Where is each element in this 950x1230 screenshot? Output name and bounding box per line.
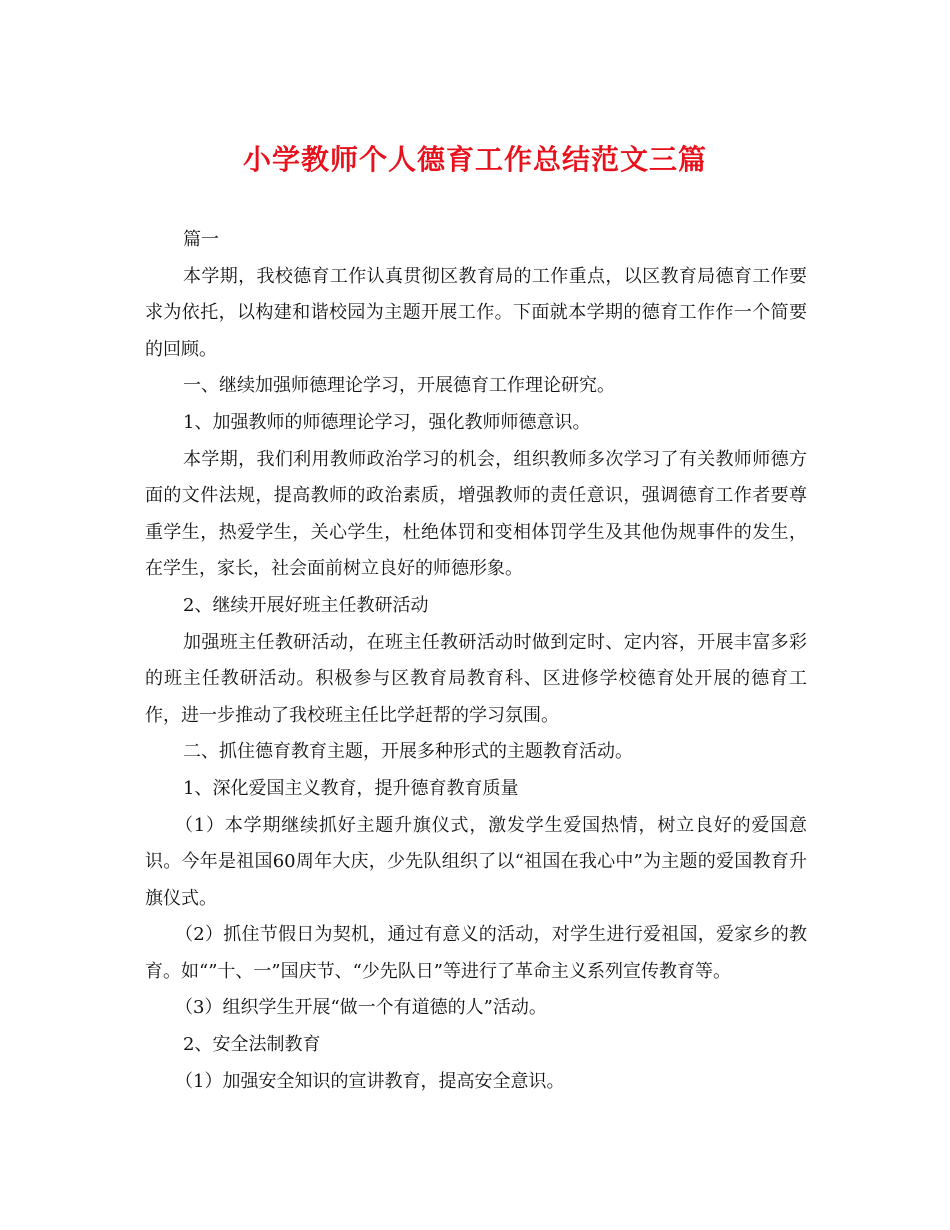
subheading-2-1: 1、深化爱国主义教育，提升德育教育质量	[183, 777, 519, 799]
document-title: 小学教师个人德育工作总结范文三篇	[242, 143, 707, 176]
intro-paragraph: 本学期，我校德育工作认真贯彻区教育局的工作重点，以区教育局德育工作要求为依托，以构建和谐校园为主题开展工作。下面就本学期的德育工作作一个简要的回顾。	[145, 265, 807, 360]
document-body	[145, 222, 807, 1100]
subheading-1-2: 2、继续开展好班主任教研活动	[183, 594, 429, 616]
subheading-1-1: 1、加强教师的师德理论学习，强化教师师德意识。	[183, 411, 591, 433]
body-paragraph-1-1: 本学期，我们利用教师政治学习的机会，组织教师多次学习了有关教师师德方面的文件法规，提高教师的政治素质，增强教师的责任意识，强调德育工作者要尊重学生，热爱学生，关心学生，杜绝体罚和变相体罚学生及其他伪规事件的发生，在学生，家长，社会面前树立良好的师德形象。	[145, 448, 807, 580]
subheading-2-2: 2、安全法制教育	[183, 1034, 321, 1056]
list-item-2-1-3: （3）组织学生开展“做一个有道德的人”活动。	[175, 997, 547, 1019]
section-heading-2: 二、抓住德育教育主题，开展多种形式的主题教育活动。	[183, 741, 633, 763]
list-item-2-1-1: （1）本学期继续抓好主题升旗仪式，激发学生爱国热情，树立良好的爱国意识。今年是祖国60周年大庆，少先队组织了以“祖国在我心中”为主题的爱国教育升旗仪式。	[145, 814, 807, 909]
section-heading-part-one: 篇一	[183, 229, 219, 250]
body-paragraph-1-2: 加强班主任教研活动，在班主任教研活动时做到定时、定内容，开展丰富多彩的班主任教研活动。积极参与区教育局教育科、区进修学校德育处开展的德育工作，进一步推动了我校班主任比学赶帮的学习氛围。	[145, 631, 807, 726]
list-item-2-2-1: （1）加强安全知识的宣讲教育，提高安全意识。	[175, 1070, 565, 1092]
section-heading-1: 一、继续加强师德理论学习，开展德育工作理论研究。	[183, 375, 615, 397]
list-item-2-1-2: （2）抓住节假日为契机，通过有意义的活动，对学生进行爱祖国，爱家乡的教育。如“”十、一”国庆节、“少先队日”等进行了革命主义系列宣传教育等。	[145, 924, 807, 982]
